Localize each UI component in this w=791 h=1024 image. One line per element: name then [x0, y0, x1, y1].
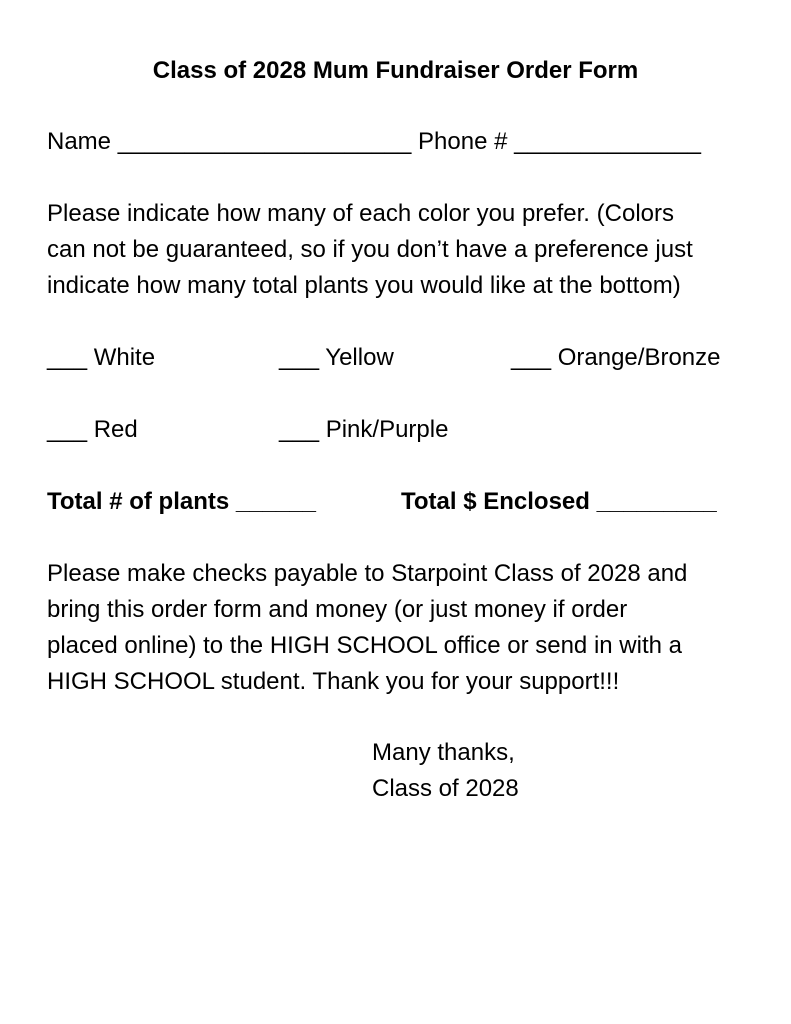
- color-option-orange-bronze: [511, 340, 720, 376]
- instructions-line: Please indicate how many of each color you prefer. (Colors: [47, 200, 674, 227]
- contact-row: [47, 124, 701, 160]
- color-label: White: [93, 344, 156, 371]
- name-blank: ______________________: [117, 128, 412, 155]
- signoff-signature: Class of 2028: [372, 775, 519, 802]
- color-option-yellow: [279, 340, 394, 376]
- instructions-line: can not be guaranteed, so if you don’t have a preference just: [47, 236, 693, 263]
- instructions-line: indicate how many total plants you would like at the bottom): [47, 272, 681, 299]
- total-enclosed-label: Total $ Enclosed: [401, 488, 590, 515]
- payment-line: placed online) to the HIGH SCHOOL office or send in with a: [47, 632, 682, 659]
- payment-line: HIGH SCHOOL student. Thank you for your support!!!: [47, 668, 620, 695]
- total-plants-label: Total # of plants: [47, 488, 230, 515]
- total-enclosed: [401, 484, 717, 520]
- name-label: Name: [47, 128, 112, 155]
- payment-instructions: [47, 556, 767, 700]
- payment-line: bring this order form and money (or just money if order: [47, 596, 628, 623]
- color-blank: ___: [511, 344, 552, 371]
- color-blank: ___: [47, 344, 88, 371]
- color-label: Pink/Purple: [325, 416, 449, 443]
- phone-label: Phone #: [418, 128, 508, 155]
- signoff: [372, 735, 519, 807]
- color-label: Orange/Bronze: [557, 344, 721, 371]
- signoff-line: Many thanks,: [372, 739, 515, 766]
- total-plants: [47, 484, 316, 520]
- color-label: Red: [93, 416, 138, 443]
- color-option-white: [47, 340, 155, 376]
- page-title: Class of 2028 Mum Fundraiser Order Form: [152, 57, 639, 84]
- total-plants-blank: ______: [235, 488, 316, 515]
- color-blank: ___: [47, 416, 88, 443]
- instructions-paragraph: [47, 196, 757, 304]
- total-enclosed-blank: _________: [596, 488, 717, 515]
- payment-line: Please make checks payable to Starpoint Class of 2028 and: [47, 560, 688, 587]
- phone-blank: ______________: [514, 128, 701, 155]
- color-blank: ___: [279, 344, 320, 371]
- color-option-pink-purple: [279, 412, 448, 448]
- color-option-red: [47, 412, 138, 448]
- color-label: Yellow: [325, 344, 394, 371]
- color-blank: ___: [279, 416, 320, 443]
